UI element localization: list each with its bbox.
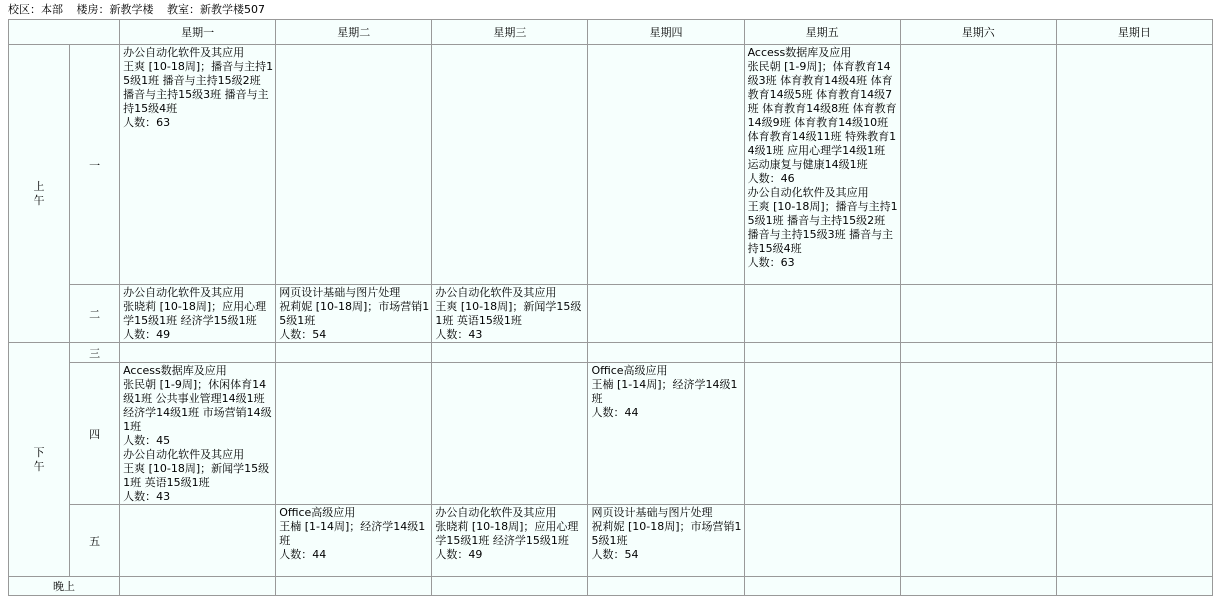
cell[interactable] [276, 45, 432, 285]
cell[interactable] [120, 363, 276, 505]
cell[interactable] [1056, 577, 1212, 596]
day-header-row [9, 20, 1213, 45]
slot-row-1 [9, 45, 1213, 285]
location-header [8, 2, 275, 18]
slot-row-4 [9, 363, 1213, 505]
slot-row-3 [9, 343, 1213, 363]
day-header-tue: 星期二 [276, 20, 432, 45]
building-label: 楼房：新教学楼 [76, 3, 154, 16]
cell[interactable] [744, 505, 900, 577]
course-name: 办公自动化软件及其应用 [123, 46, 245, 59]
course-entry[interactable] [123, 46, 273, 130]
course-list [276, 505, 431, 562]
course-list [120, 285, 275, 342]
room-label: 教室：新教学楼507 [167, 3, 265, 16]
cell[interactable] [432, 45, 588, 285]
course-name: 网页设计基础与图片处理 [279, 286, 401, 299]
course-count: 人数：44 [591, 406, 639, 419]
course-name: 办公自动化软件及其应用 [747, 186, 869, 199]
cell[interactable] [1056, 505, 1212, 577]
course-count: 人数：44 [279, 548, 327, 561]
course-entry[interactable] [279, 286, 429, 342]
course-name: 办公自动化软件及其应用 [123, 448, 245, 461]
course-entry[interactable] [123, 286, 273, 342]
course-count: 人数：54 [279, 328, 327, 341]
cell[interactable] [900, 363, 1056, 505]
course-count: 人数：63 [747, 256, 795, 269]
cell[interactable] [120, 285, 276, 343]
period-afternoon: 下午 [9, 343, 70, 577]
cell[interactable] [276, 343, 432, 363]
course-entry[interactable] [748, 46, 898, 186]
course-list [432, 505, 587, 562]
course-name: 办公自动化软件及其应用 [435, 506, 557, 519]
cell[interactable] [588, 343, 744, 363]
cell[interactable] [432, 577, 588, 596]
corner-cell [9, 20, 120, 45]
cell[interactable] [588, 45, 744, 285]
cell[interactable] [276, 285, 432, 343]
course-count: 人数：54 [591, 548, 639, 561]
course-name: 办公自动化软件及其应用 [123, 286, 245, 299]
cell[interactable] [744, 45, 900, 285]
course-list [120, 363, 275, 504]
cell[interactable] [276, 363, 432, 505]
cell[interactable] [432, 505, 588, 577]
course-detail: 张晓莉 [10-18周]；应用心理学15级1班 经济学15级1班 [123, 300, 267, 327]
course-detail: 王爽 [10-18周]；播音与主持15级1班 播音与主持15级2班 播音与主持15级3班 播音与主持15级4班 [747, 200, 898, 255]
course-list [120, 45, 275, 130]
course-name: Access数据库及应用 [747, 46, 852, 59]
cell[interactable] [120, 577, 276, 596]
cell[interactable] [120, 45, 276, 285]
slot-label-1: 一 [70, 45, 120, 285]
course-list [745, 45, 900, 270]
course-detail: 张民朝 [1-9周]；休闲体育14级1班 公共事业管理14级1班 经济学14级1班 市场营销14级1班 [123, 378, 272, 433]
cell[interactable] [744, 577, 900, 596]
day-header-sat: 星期六 [900, 20, 1056, 45]
cell[interactable] [120, 505, 276, 577]
cell[interactable] [432, 285, 588, 343]
course-detail: 王楠 [1-14周]；经济学14级1班 [591, 378, 738, 405]
course-detail: 祝莉妮 [10-18周]；市场营销15级1班 [279, 300, 430, 327]
course-count: 人数：43 [435, 328, 483, 341]
course-entry[interactable] [591, 506, 741, 562]
course-list [276, 285, 431, 342]
course-entry[interactable] [279, 506, 429, 562]
cell[interactable] [900, 505, 1056, 577]
cell[interactable] [432, 343, 588, 363]
course-detail: 王爽 [10-18周]；播音与主持15级1班 播音与主持15级2班 播音与主持15级3班 播音与主持15级4班 [123, 60, 274, 115]
slot-label-5: 五 [70, 505, 120, 577]
day-header-fri: 星期五 [744, 20, 900, 45]
course-detail: 祝莉妮 [10-18周]；市场营销15级1班 [591, 520, 742, 547]
cell[interactable] [120, 343, 276, 363]
period-evening: 晚上 [9, 577, 120, 596]
cell[interactable] [744, 363, 900, 505]
course-detail: 张晓莉 [10-18周]；应用心理学15级1班 经济学15级1班 [435, 520, 579, 547]
course-detail: 王爽 [10-18周]；新闻学15级1班 英语15级1班 [123, 462, 270, 489]
slot-row-5 [9, 505, 1213, 577]
cell[interactable] [588, 363, 744, 505]
cell[interactable] [1056, 45, 1212, 285]
course-name: 办公自动化软件及其应用 [435, 286, 557, 299]
course-entry[interactable] [123, 448, 273, 504]
course-count: 人数：49 [435, 548, 483, 561]
course-count: 人数：63 [123, 116, 171, 129]
cell[interactable] [744, 343, 900, 363]
day-header-thu: 星期四 [588, 20, 744, 45]
course-entry[interactable] [748, 186, 898, 270]
cell[interactable] [1056, 285, 1212, 343]
slot-label-4: 四 [70, 363, 120, 505]
cell[interactable] [1056, 343, 1212, 363]
course-list [588, 505, 743, 562]
campus-label: 校区：本部 [8, 3, 63, 16]
cell[interactable] [900, 343, 1056, 363]
evening-row [9, 577, 1213, 596]
period-morning: 上午 [9, 45, 70, 343]
course-count: 人数：46 [747, 172, 795, 185]
slot-label-3: 三 [70, 343, 120, 363]
slot-label-2: 二 [70, 285, 120, 343]
cell[interactable] [588, 577, 744, 596]
course-name: Access数据库及应用 [123, 364, 227, 377]
course-entry[interactable] [591, 364, 741, 420]
course-count: 人数：45 [123, 434, 171, 447]
cell[interactable] [900, 285, 1056, 343]
course-list [588, 363, 743, 420]
course-detail: 王爽 [10-18周]；新闻学15级1班 英语15级1班 [435, 300, 582, 327]
schedule-table [8, 19, 1213, 596]
course-entry[interactable] [123, 364, 273, 448]
day-header-mon: 星期一 [120, 20, 276, 45]
cell[interactable] [276, 505, 432, 577]
cell[interactable] [276, 577, 432, 596]
course-name: 网页设计基础与图片处理 [591, 506, 713, 519]
cell[interactable] [744, 285, 900, 343]
course-name: Office高级应用 [591, 364, 668, 377]
course-name: Office高级应用 [279, 506, 356, 519]
course-entry[interactable] [435, 286, 585, 342]
course-detail: 王楠 [1-14周]；经济学14级1班 [279, 520, 426, 547]
course-count: 人数：49 [123, 328, 171, 341]
cell[interactable] [900, 45, 1056, 285]
slot-row-2 [9, 285, 1213, 343]
course-list [432, 285, 587, 342]
cell[interactable] [588, 285, 744, 343]
cell[interactable] [588, 505, 744, 577]
day-header-wed: 星期三 [432, 20, 588, 45]
course-detail: 张民朝 [1-9周]；体育教育14级3班 体育教育14级4班 体育教育14级5班 体育教育14级7班 体育教育14级8班 体育教育14级9班 体育教育14级10班 体育教育14级11班 特殊教育14级1班 应用心理学14级1班 运动康复与健康14级1班 [747, 60, 897, 171]
cell[interactable] [1056, 363, 1212, 505]
day-header-sun: 星期日 [1056, 20, 1212, 45]
cell[interactable] [432, 363, 588, 505]
course-entry[interactable] [435, 506, 585, 562]
course-count: 人数：43 [123, 490, 171, 503]
cell[interactable] [900, 577, 1056, 596]
